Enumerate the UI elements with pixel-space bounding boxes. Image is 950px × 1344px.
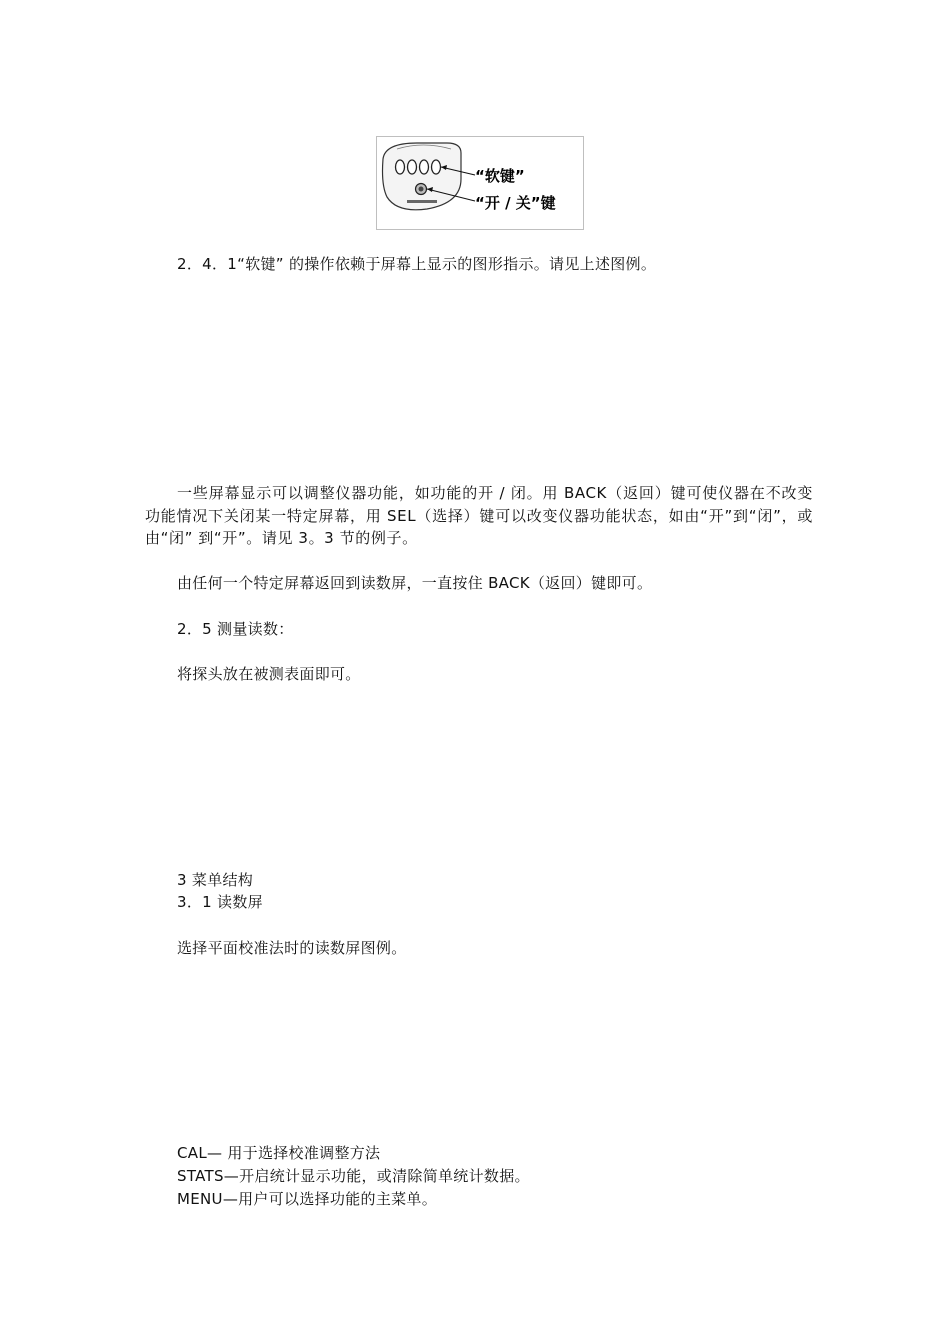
paragraph-reading-screen: 选择平面校准法时的读数屏图例。 — [177, 939, 407, 957]
menu-item-cal: CAL— 用于选择校准调整方法 — [177, 1144, 381, 1162]
menu-item-stats: STATS—开启统计显示功能，或清除简单统计数据。 — [177, 1167, 530, 1185]
heading-2-5: 2．5 测量读数： — [177, 620, 294, 638]
softkeys-label: “软键” — [475, 167, 525, 185]
brand-mark-icon — [407, 200, 437, 203]
heading-3: 3 菜单结构 — [177, 871, 254, 889]
menu-item-menu: MENU—用户可以选择功能的主菜单。 — [177, 1190, 438, 1208]
paragraph-probe: 将探头放在被测表面即可。 — [177, 665, 361, 683]
heading-3-1: 3．1 读数屏 — [177, 893, 263, 911]
keypad-figure — [376, 136, 584, 230]
onoff-key-label: “开 / 关”键 — [475, 194, 556, 212]
paragraph-back: 由任何一个特定屏幕返回到读数屏，一直按住 BACK（返回）键即可。 — [177, 574, 653, 592]
section-2-4-1: 2．4．1“软键” 的操作依赖于屏幕上显示的图形指示。请见上述图例。 — [177, 255, 657, 273]
paragraph-screens: 一些屏幕显示可以调整仪器功能，如功能的开 / 闭。用 BACK（返回）键可使仪器在不改变功能情况下关闭某一特定屏幕，用 SEL（选择）键可以改变仪器功能状态，如由“开”到“闭”，或由“闭” 到“开”。请见 3。3 节的例子。 — [145, 484, 813, 547]
